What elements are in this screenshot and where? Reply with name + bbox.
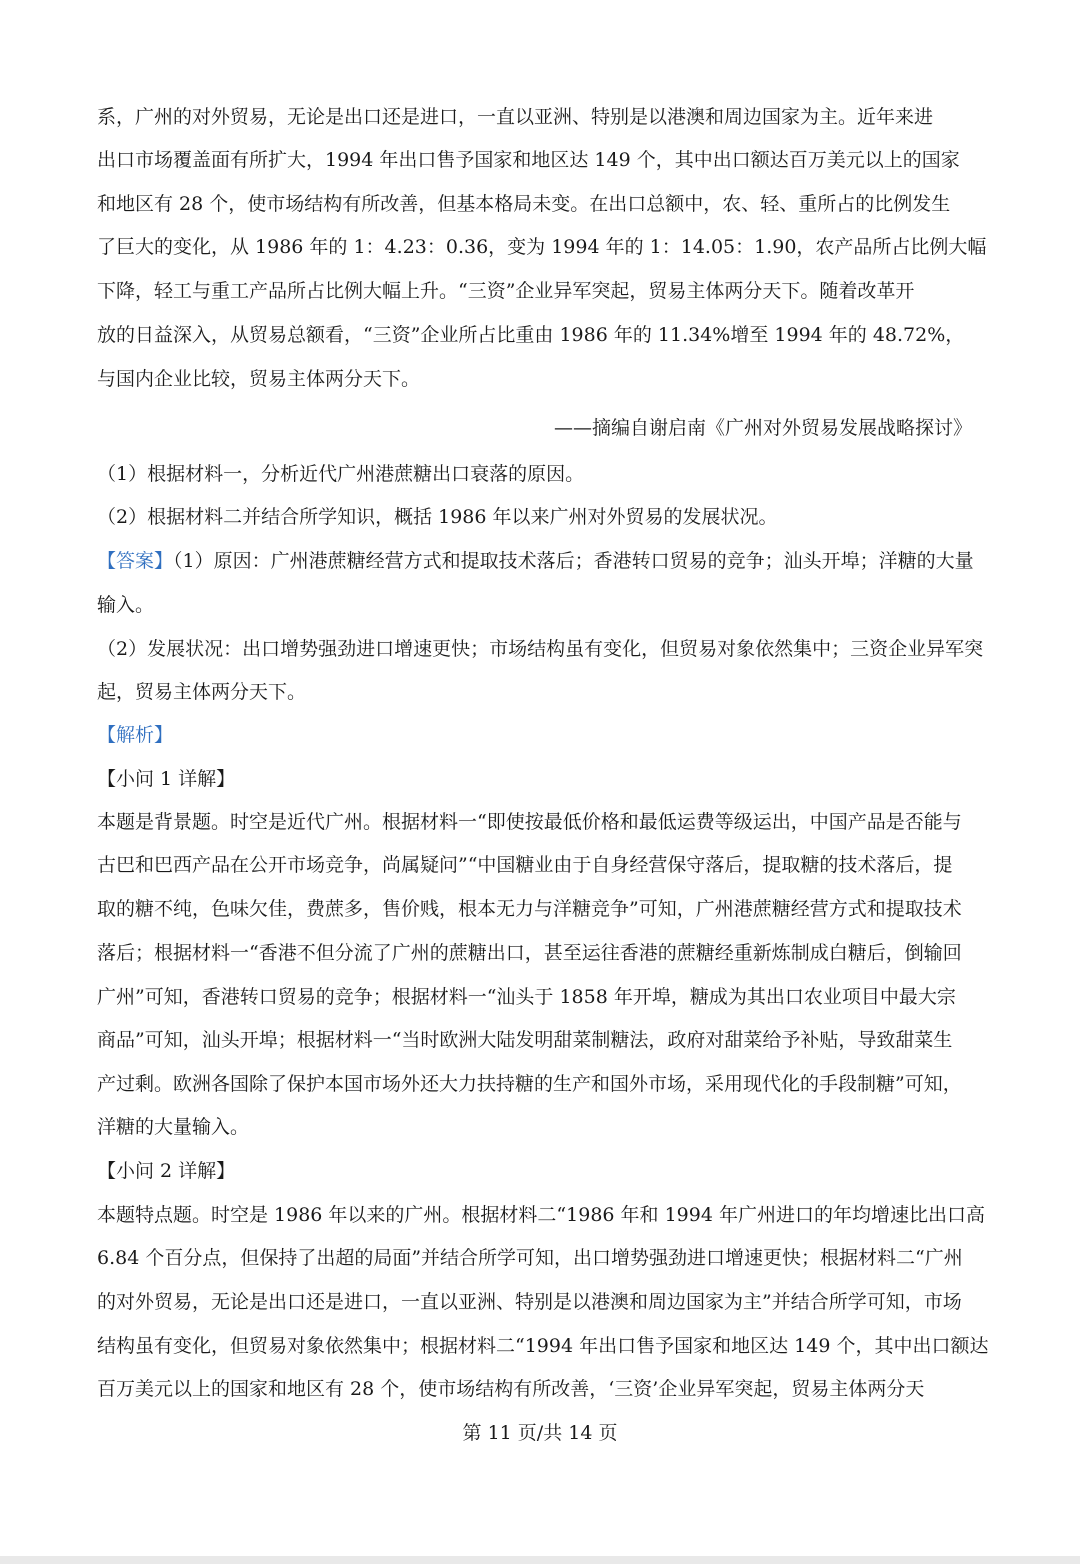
explanation-line: 古巴和巴西产品在公开市场竞争，尚属疑问”“中国糖业由于自身经营保守落后，提取糖的技术落后，提 [97,854,953,876]
sub-question-2-label: 【小问 2 详解】 [97,1160,236,1182]
quote-line: 与国内企业比较，贸易主体两分天下。 [97,368,421,390]
explanation-line: 本题特点题。时空是 1986 年以来的广州。根据材料二“1986 年和 1994 年广州进口的年均增速比出口高 [97,1204,985,1226]
explanation-line: 洋糖的大量输入。 [97,1116,250,1138]
explanation-line: 落后；根据材料一“香港不但分流了广州的蔗糖出口，甚至运往香港的蔗糖经重新炼制成白糖后，倒输回 [97,942,962,964]
answer-1-line [97,548,974,574]
explanation-line: 本题是背景题。时空是近代广州。根据材料一“即使按最低价格和最低运费等级运出，中国产品是否能与 [97,811,962,833]
explanation-line: 结构虽有变化，但贸易对象依然集中；根据材料二“1994 年出口售予国家和地区达 149 个，其中出口额达 [97,1335,989,1357]
answer-2-line-2: 起，贸易主体两分天下。 [97,681,307,703]
sub-question-1-label: 【小问 1 详解】 [97,768,236,790]
quote-line: 放的日益深入，从贸易总额看，“三资”企业所占比重由 1986 年的 11.34%增至 1994 年的 48.72%， [97,324,965,346]
answer-2-line: （2）发展状况：出口增势强劲进口增速更快；市场结构虽有变化，但贸易对象依然集中；三资企业异军突 [97,638,984,660]
question-1: （1）根据材料一，分析近代广州港蔗糖出口衰落的原因。 [97,463,585,485]
explanation-line: 取的糖不纯，色味欠佳，费蔗多，售价贱，根本无力与洋糖竞争”可知，广州港蔗糖经营方式和提取技术 [97,898,962,920]
quote-line: 系，广州的对外贸易，无论是出口还是进口，一直以亚洲、特别是以港澳和周边国家为主。近年来进 [97,106,934,128]
question-2: （2）根据材料二并结合所学知识，概括 1986 年以来广州对外贸易的发展状况。 [97,506,778,528]
page-number-footer: 第 11 页/共 14 页 [462,1422,618,1444]
explanation-line: 6.84 个百分点，但保持了出超的局面”并结合所学可知，出口增势强劲进口增速更快；根据材料二“广州 [97,1247,963,1269]
explanation-line: 产过剩。欧洲各国除了保护本国市场外还大力扶持糖的生产和国外市场，采用现代化的手段制糖”可知， [97,1073,962,1095]
page-bottom-edge [0,1556,1080,1564]
explanation-line: 商品”可知，汕头开埠；根据材料一“当时欧洲大陆发明甜菜制糖法，政府对甜菜给予补贴，导致甜菜生 [97,1029,953,1051]
material-source: ——摘编自谢启南《广州对外贸易发展战略探讨》 [553,417,972,439]
analysis-label: 【解析】 [97,724,174,746]
explanation-line: 广州”可知，香港转口贸易的竞争；根据材料一“汕头于 1858 年开埠，糖成为其出口农业项目中最大宗 [97,986,956,1008]
explanation-line: 百万美元以上的国家和地区有 28 个，使市场结构有所改善，‘三资’企业异军突起，贸易主体两分天 [97,1378,925,1400]
answer-label: 【答案】 [97,550,174,572]
quote-line: 了巨大的变化，从 1986 年的 1：4.23：0.36，变为 1994 年的 1：14.05：1.90，农产品所占比例大幅 [97,236,987,258]
quote-line: 出口市场覆盖面有所扩大，1994 年出口售予国家和地区达 149 个，其中出口额达百万美元以上的国家 [97,149,960,171]
answer-1-line-2: 输入。 [97,594,155,616]
quote-line: 下降，轻工与重工产品所占比例大幅上升。“三资”企业异军突起，贸易主体两分天下。随着改革开 [97,280,915,302]
answer-1-text: （1）原因：广州港蔗糖经营方式和提取技术落后；香港转口贸易的竞争；汕头开埠；洋糖的大量 [173,550,974,572]
quote-line: 和地区有 28 个，使市场结构有所改善，但基本格局未变。在出口总额中，农、轻、重所占的比例发生 [97,193,951,215]
explanation-line: 的对外贸易，无论是出口还是进口，一直以亚洲、特别是以港澳和周边国家为主”并结合所学可知，市场 [97,1291,962,1313]
